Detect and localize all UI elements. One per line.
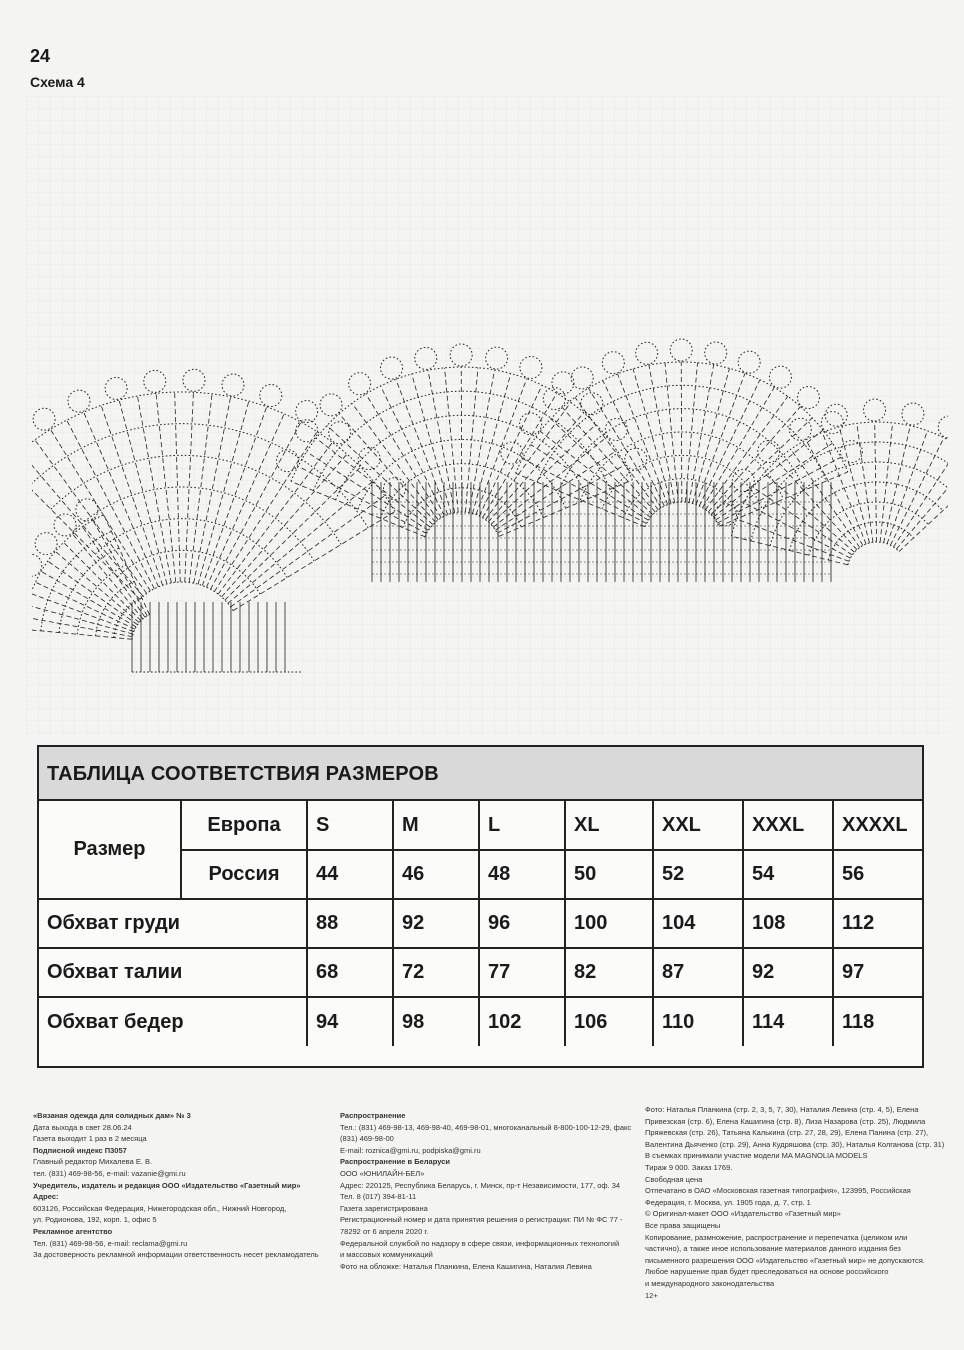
imprint-line: Все права защищены <box>645 1220 721 1230</box>
imprint-line: 78292 от 6 апреля 2020 г. <box>340 1226 429 1236</box>
imprint-line: Дата выхода в свет 28.06.24 <box>33 1122 132 1132</box>
imprint-line: 603126, Российская Федерация, Нижегородская обл., Нижний Новгород, <box>33 1203 287 1213</box>
imprint-line: Рекламное агентство <box>33 1226 113 1236</box>
imprint-line: Адрес: 220125, Республика Беларусь, г. Минск, пр-т Независимости, 177, оф. 34 <box>340 1180 621 1190</box>
europe-size-cell: M <box>393 801 479 850</box>
measurement-cell: 88 <box>307 899 393 948</box>
measurement-label: Обхват бедер <box>39 997 307 1046</box>
measurement-cell: 97 <box>833 948 922 997</box>
imprint-line: Учредитель, издатель и редакция ООО «Издательство «Газетный мир» <box>33 1180 301 1190</box>
imprint-line: Привезская (стр. 6), Елена Кашигина (стр. 8), Лиза Назарова (стр. 25), Людмила <box>645 1116 926 1126</box>
russia-size-cell: 46 <box>393 850 479 899</box>
europe-size-cell: L <box>479 801 565 850</box>
size-header-label: Размер <box>39 801 181 899</box>
imprint-line: ООО «ЮНИЛАЙН-БЕЛ» <box>340 1168 425 1178</box>
measurement-cell: 94 <box>307 997 393 1046</box>
measurement-cell: 92 <box>393 899 479 948</box>
imprint-line: Газета выходит 1 раз в 2 месяца <box>33 1134 147 1144</box>
imprint-line: Копирование, размножение, распространение и перепечатка (целиком или <box>645 1232 908 1242</box>
crochet-diagram <box>32 172 948 682</box>
measurement-row <box>39 948 922 997</box>
imprint-line: Тел. (831) 469-98-56, e-mail: reclama@gmi.ru <box>33 1238 188 1248</box>
measurement-row <box>39 899 922 948</box>
imprint-line: Отпечатано в ОАО «Московская газетная типография», 123995, Российская <box>645 1186 911 1196</box>
imprint-line: Регистрационный номер и дата принятия решения о регистрации: ПИ № ФС 77 - <box>340 1215 623 1225</box>
imprint-line: Свободная цена <box>645 1174 703 1184</box>
russia-label: Россия <box>181 850 307 899</box>
europe-label: Европа <box>181 801 307 850</box>
measurement-cell: 87 <box>653 948 743 997</box>
imprint-line: Фото: Наталья Планкина (стр. 2, 3, 5, 7, 30), Наталия Левина (стр. 4, 5), Елена <box>645 1105 919 1114</box>
imprint-line: Федеральной службой по надзору в сфере связи, информационных технологий <box>340 1238 620 1248</box>
imprint-line: Пряжевская (стр. 26), Татьяна Калькина (стр. 27, 28, 29), Елена Панина (стр. 27), <box>645 1128 929 1138</box>
imprint-line: «Вязаная одежда для солидных дам» № 3 <box>33 1111 191 1120</box>
imprint-column-left <box>33 1110 323 1261</box>
measurement-cell: 98 <box>393 997 479 1046</box>
measurement-cell: 68 <box>307 948 393 997</box>
imprint-line: Федерация, г. Москва, ул. 1905 года, д. 7, стр. 1 <box>645 1197 811 1207</box>
imprint-line: ул. Родионова, 192, корп. 1, офис 5 <box>33 1215 157 1225</box>
size-table-panel <box>37 745 924 1068</box>
measurement-row <box>39 997 922 1046</box>
europe-size-cell: XXXL <box>743 801 833 850</box>
imprint-line: письменного разрешения ООО «Издательство «Газетный мир» не допускаются. <box>645 1255 925 1265</box>
measurement-cell: 77 <box>479 948 565 997</box>
imprint-line: Тел.: (831) 469-98-13, 469-98-40, 469-98-01, многоканальный 8-800-100-12-29, факс <box>340 1122 632 1132</box>
imprint-column-right <box>645 1104 945 1301</box>
measurement-cell: 104 <box>653 899 743 948</box>
imprint-line: Тел. 8 (017) 394-81-11 <box>340 1192 417 1202</box>
imprint-line: (831) 469-98-00 <box>340 1134 394 1144</box>
imprint-line: и международного законодательства <box>645 1278 775 1288</box>
measurement-cell: 100 <box>565 899 653 948</box>
imprint-line: За достоверность рекламной информации ответственность несет рекламодатель <box>33 1250 319 1260</box>
imprint-line: Фото на обложке: Наталья Планкина, Елена Кашигина, Наталия Левина <box>340 1261 592 1271</box>
measurement-cell: 110 <box>653 997 743 1046</box>
measurement-cell: 102 <box>479 997 565 1046</box>
europe-size-cell: XXXXL <box>833 801 922 850</box>
imprint-line: Главный редактор Михалева Е. В. <box>33 1157 153 1167</box>
imprint-line: и массовых коммуникаций <box>340 1250 433 1260</box>
russia-size-cell: 48 <box>479 850 565 899</box>
europe-size-cell: XXL <box>653 801 743 850</box>
size-row-europe <box>39 801 922 850</box>
imprint-line: E-mail: roznica@gmi.ru, podpiska@gmi.ru <box>340 1145 481 1155</box>
imprint-line: Валентина Дьяченко (стр. 29), Анна Кудряшова (стр. 30), Наталья Колганова (стр. 31) <box>645 1139 945 1149</box>
russia-size-cell: 56 <box>833 850 922 899</box>
imprint-line: Распространение в Беларуси <box>340 1157 450 1167</box>
imprint-line: Подписной индекс П3057 <box>33 1145 127 1155</box>
imprint-line: © Оригинал-макет ООО «Издательство «Газетный мир» <box>645 1209 841 1219</box>
measurement-cell: 92 <box>743 948 833 997</box>
measurement-cell: 96 <box>479 899 565 948</box>
measurement-cell: 114 <box>743 997 833 1046</box>
imprint-line: Газета зарегистрирована <box>340 1203 428 1213</box>
measurement-cell: 118 <box>833 997 922 1046</box>
russia-size-cell: 44 <box>307 850 393 899</box>
europe-size-cell: XL <box>565 801 653 850</box>
imprint-line: Любое нарушение прав будет преследоваться на основе российского <box>645 1267 889 1277</box>
imprint-line: тел. (831) 469-98-56, e-mail: vazanie@gmi.ru <box>33 1168 186 1178</box>
size-table <box>39 801 922 1046</box>
measurement-cell: 112 <box>833 899 922 948</box>
measurement-label: Обхват груди <box>39 899 307 948</box>
russia-size-cell: 54 <box>743 850 833 899</box>
imprint-line: Распространение <box>340 1111 406 1120</box>
page-number: 24 <box>30 46 51 66</box>
scheme-label: Схема 4 <box>30 74 85 90</box>
europe-size-cell: S <box>307 801 393 850</box>
imprint-line: Тираж 9 000. Заказ 1769. <box>645 1162 733 1172</box>
imprint-line: 12+ <box>645 1290 658 1300</box>
russia-size-cell: 52 <box>653 850 743 899</box>
imprint-line: частично), а также иное использование материалов данного издания без <box>645 1244 901 1254</box>
measurement-cell: 82 <box>565 948 653 997</box>
measurement-cell: 72 <box>393 948 479 997</box>
measurement-label: Обхват талии <box>39 948 307 997</box>
measurement-cell: 108 <box>743 899 833 948</box>
measurement-cell: 106 <box>565 997 653 1046</box>
russia-size-cell: 50 <box>565 850 653 899</box>
imprint-line: В съемках принимали участие модели MA MAGNOLIA MODELS <box>645 1151 868 1161</box>
imprint-line: Адрес: <box>33 1192 59 1202</box>
imprint-column-middle <box>340 1110 630 1272</box>
size-table-title: ТАБЛИЦА СООТВЕТСТВИЯ РАЗМЕРОВ <box>39 747 922 801</box>
